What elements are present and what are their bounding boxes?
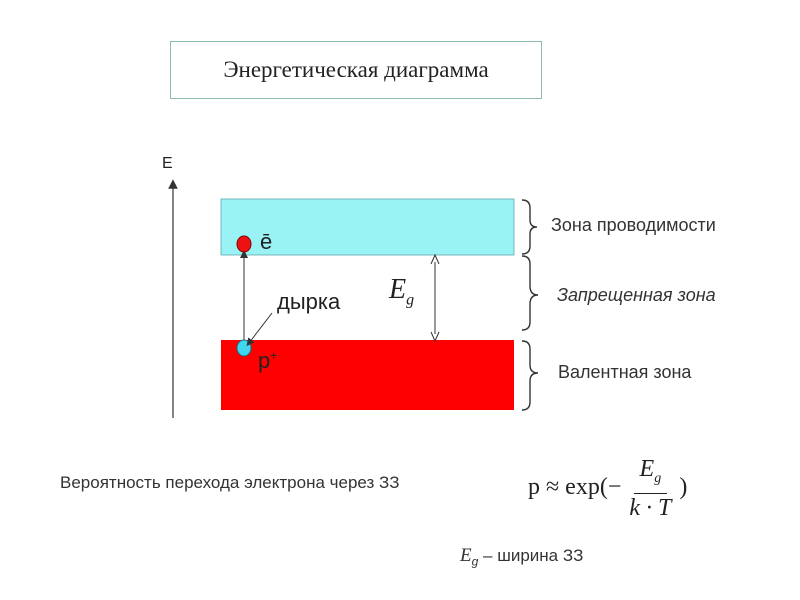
valence-zone-label: Валентная зона <box>558 362 692 382</box>
hole-charge-sup: + <box>270 348 278 363</box>
energy-axis-label: E <box>162 155 173 172</box>
forbidden-zone-label: Запрещенная зона <box>557 285 716 305</box>
hole-pointer-arrow <box>249 313 272 343</box>
conduction-zone-label: Зона проводимости <box>551 215 716 235</box>
hole-charge-label <box>258 348 277 374</box>
formula-rhs: ) <box>679 473 688 500</box>
gap-label-base: E <box>389 274 407 305</box>
formula-fraction <box>623 455 677 522</box>
electron-dot <box>237 236 251 252</box>
definition-sub: g <box>471 554 479 569</box>
conduction-brace <box>522 200 537 254</box>
probability-text: Вероятность перехода электрона через ЗЗ <box>60 473 400 492</box>
definition-text: – ширина ЗЗ <box>478 546 584 565</box>
gap-definition <box>460 545 583 568</box>
formula-num-sub: g <box>654 470 662 486</box>
electron-label: ē <box>260 229 273 254</box>
formula-numerator <box>634 455 668 494</box>
formula-lhs: p ≈ exp(− <box>528 473 622 500</box>
diagram-title: Энергетическая диаграмма <box>223 57 489 82</box>
gap-label <box>389 274 414 310</box>
probability-formula <box>528 455 687 522</box>
hole-charge-base: p <box>258 348 271 373</box>
formula-denominator: k · T <box>629 494 672 521</box>
formula-num-base: E <box>639 456 655 482</box>
forbidden-brace <box>522 256 538 330</box>
definition-base: E <box>460 545 472 566</box>
gap-label-sub: g <box>406 291 415 309</box>
valence-brace <box>522 341 538 410</box>
hole-label: дырка <box>277 289 341 314</box>
